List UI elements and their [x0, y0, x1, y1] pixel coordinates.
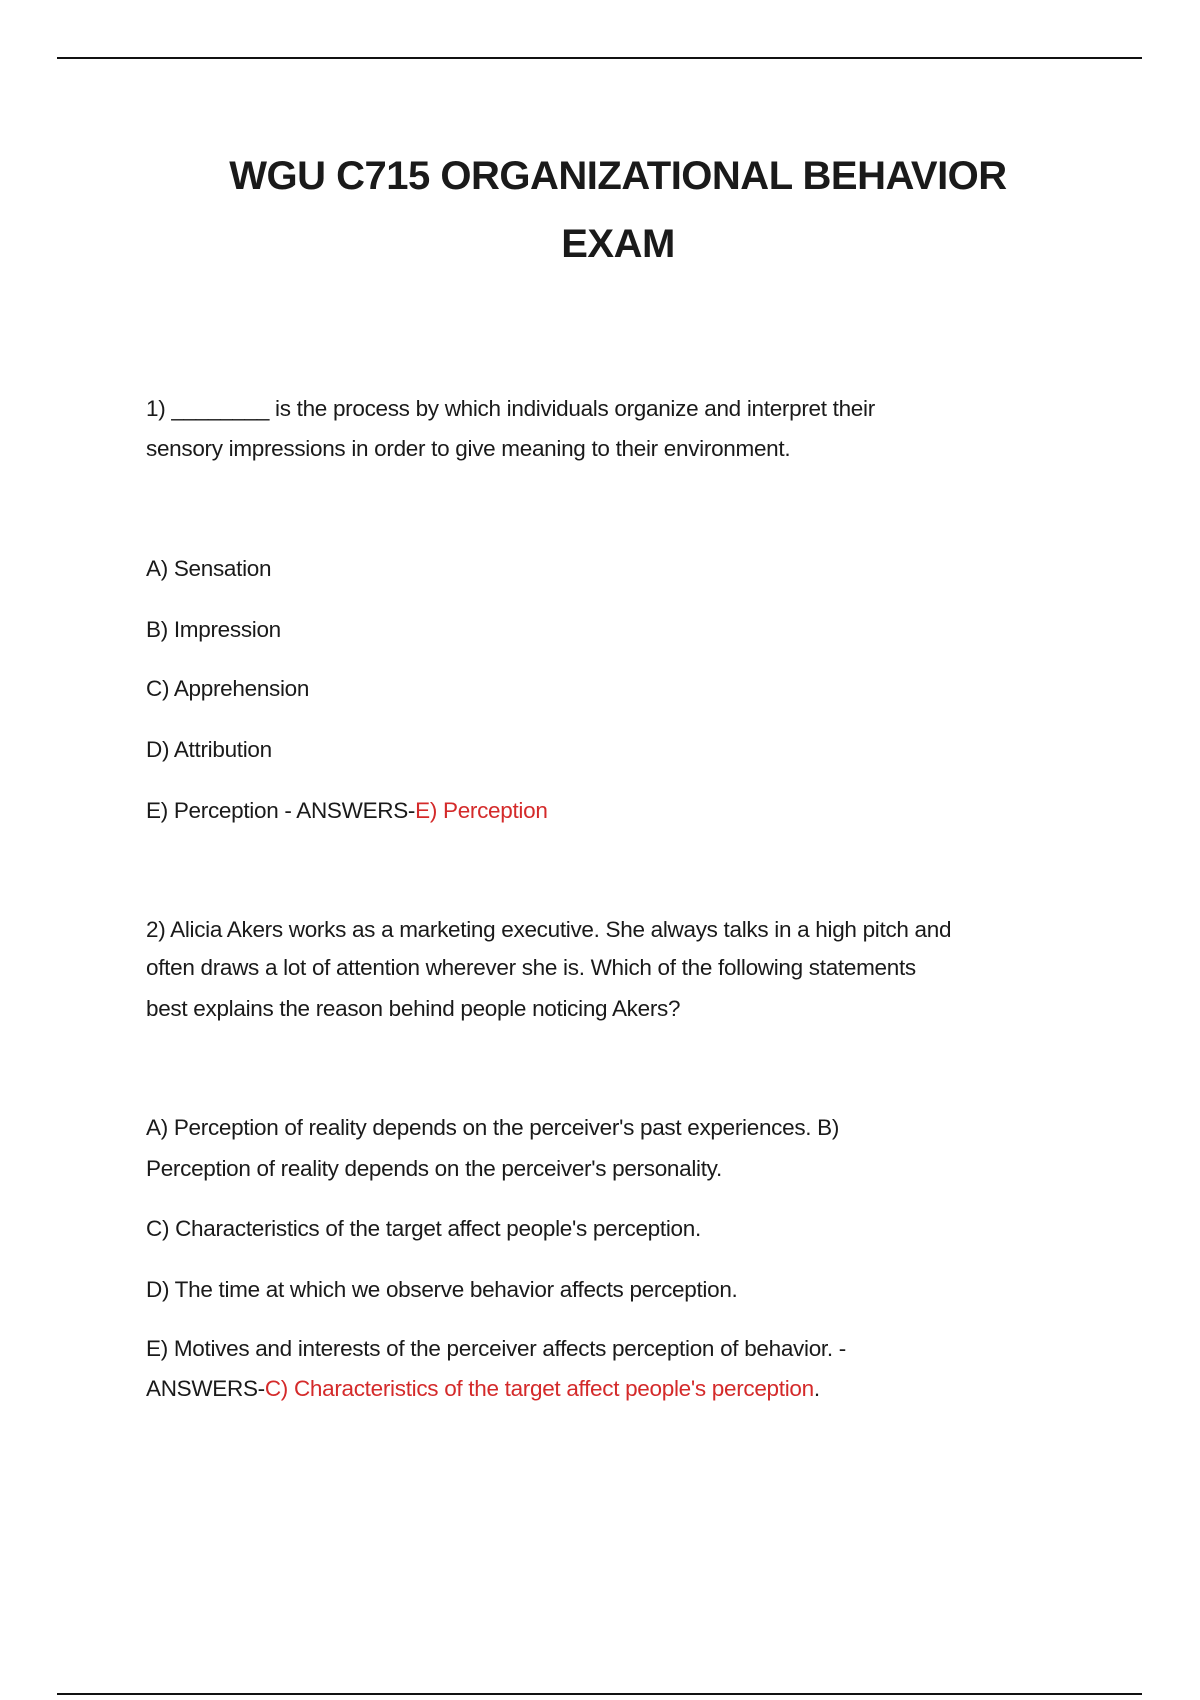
- document-title-line2: EXAM: [561, 222, 675, 266]
- question-2-text-cont2: best explains the reason behind people noticing Akers?: [146, 996, 681, 1021]
- question-1-text-cont: sensory impressions in order to give meaning to their environment.: [146, 436, 791, 461]
- question-1-option-a: A) Sensation: [146, 556, 272, 581]
- question-2-text: 2) Alicia Akers works as a marketing executive. She always talks in a high pitch and: [146, 917, 952, 942]
- question-2-option-ab: A) Perception of reality depends on the perceiver's past experiences. B): [146, 1115, 840, 1140]
- question-1-text: 1) ________ is the process by which individuals organize and interpret their: [146, 396, 875, 421]
- question-2-option-e: E) Motives and interests of the perceiver affects perception of behavior. -: [146, 1336, 846, 1361]
- document-title: WGU C715 ORGANIZATIONAL BEHAVIOR: [229, 154, 1007, 198]
- question-2-option-ab-cont: Perception of reality depends on the perceiver's personality.: [146, 1156, 722, 1181]
- question-1-option-b: B) Impression: [146, 617, 281, 642]
- question-1-option-c: C) Apprehension: [146, 676, 310, 701]
- question-1-option-e: [146, 796, 548, 826]
- question-2-text-cont: often draws a lot of attention wherever she is. Which of the following statements: [146, 955, 916, 980]
- option-e-label: E) Perception - ANSWERS-: [146, 798, 416, 823]
- question-1-option-d: D) Attribution: [146, 737, 272, 762]
- question-2-option-c: C) Characteristics of the target affect people's perception.: [146, 1216, 701, 1241]
- bottom-rule: [57, 1693, 1142, 1695]
- question-2-answer-line: [146, 1374, 820, 1404]
- top-rule: [57, 57, 1142, 59]
- question-1-answer: E) Perception: [415, 798, 548, 823]
- question-2-answer: C) Characteristics of the target affect people's perception: [264, 1376, 814, 1401]
- question-2-option-d: D) The time at which we observe behavior affects perception.: [146, 1277, 738, 1302]
- answers-label: ANSWERS-: [146, 1376, 265, 1401]
- answer-period: .: [813, 1376, 820, 1401]
